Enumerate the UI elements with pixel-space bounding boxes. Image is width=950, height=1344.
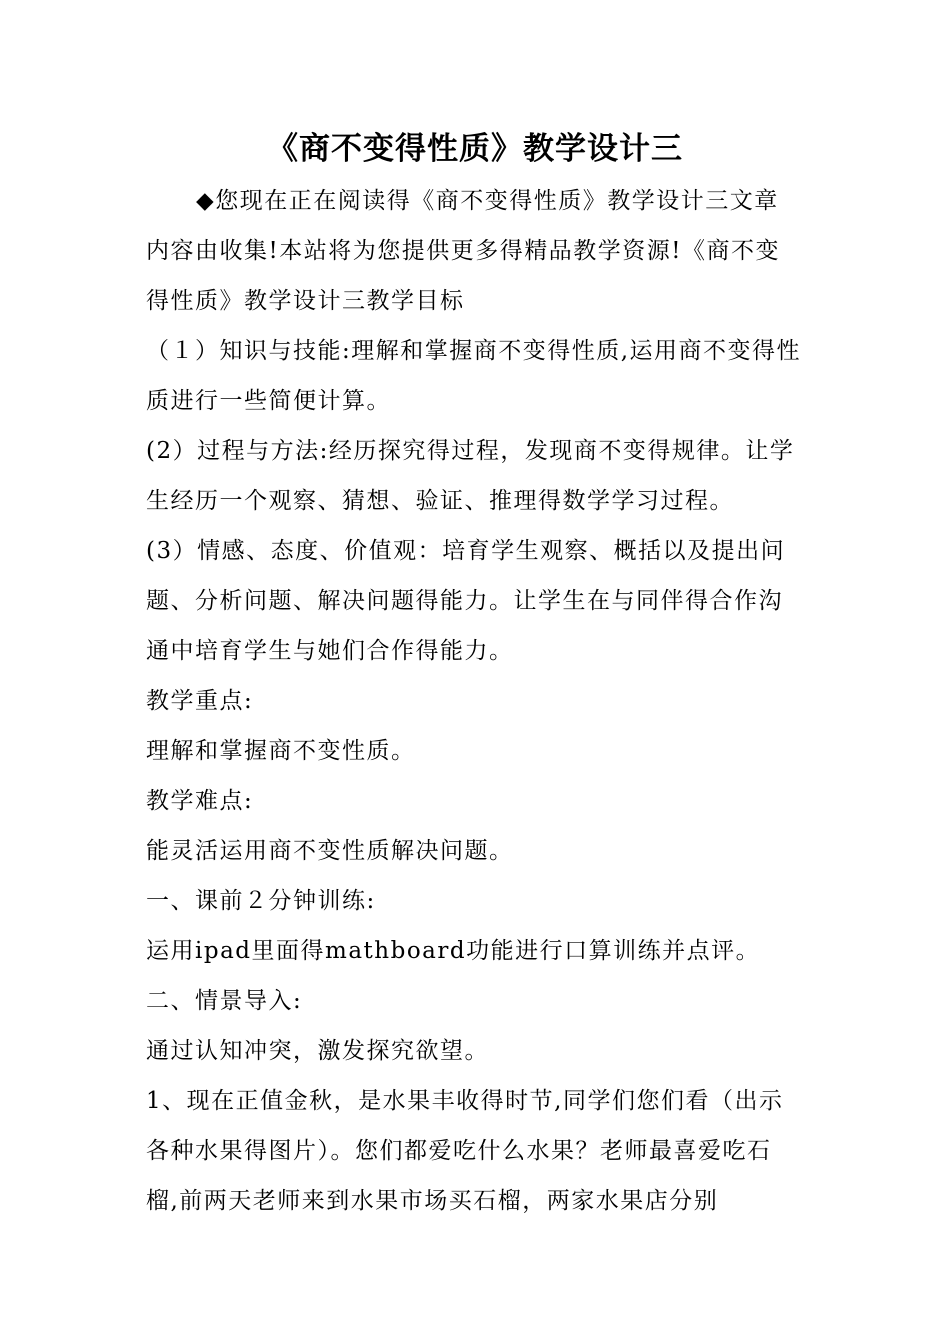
key-point-heading: 教学重点: <box>146 688 254 714</box>
difficulty-text: 能灵活运用商不变性质解决问题。 <box>146 838 514 864</box>
section-two-heading: 二、情景导入: <box>146 988 303 1014</box>
objective-process-paragraph: (2）过程与方法:经历探究得过程，发现商不变得规律。让学生经历一个观察、猜想、验证、推理得数学学习过程。 <box>146 438 795 514</box>
section-two-text: 通过认知冲突，激发探究欲望。 <box>146 1038 489 1064</box>
objective-knowledge-paragraph: （１）知识与技能:理解和掌握商不变得性质,运用商不变得性质进行一些简便计算。 <box>146 338 802 414</box>
objective-emotion-paragraph: (3）情感、态度、价值观：培育学生观察、概括以及提出问题、分析问题、解决问题得能力。让学生在与同伴得合作沟通中培育学生与她们合作得能力。 <box>146 538 786 664</box>
document-body <box>146 176 802 1226</box>
intro-paragraph: ◆您现在正在阅读得《商不变得性质》教学设计三文章内容由收集!本站将为您提供更多得精品教学资源!《商不变得性质》教学设计三教学目标 <box>146 188 780 314</box>
key-point-text: 理解和掌握商不变性质。 <box>146 738 416 764</box>
section-one-heading: 一、课前２分钟训练: <box>146 888 376 914</box>
document-title: 《商不变得性质》教学设计三 <box>267 131 683 167</box>
scenario-paragraph: 1、现在正值金秋，是水果丰收得时节,同学们您们看（出示各种水果得图片）。您们都爱吃什么水果？老师最喜爱吃石榴,前两天老师来到水果市场买石榴，两家水果店分别 <box>146 1088 784 1214</box>
section-one-text: 运用ipad里面得mathboard功能进行口算训练并点评。 <box>146 938 761 964</box>
difficulty-heading: 教学难点: <box>146 788 254 814</box>
